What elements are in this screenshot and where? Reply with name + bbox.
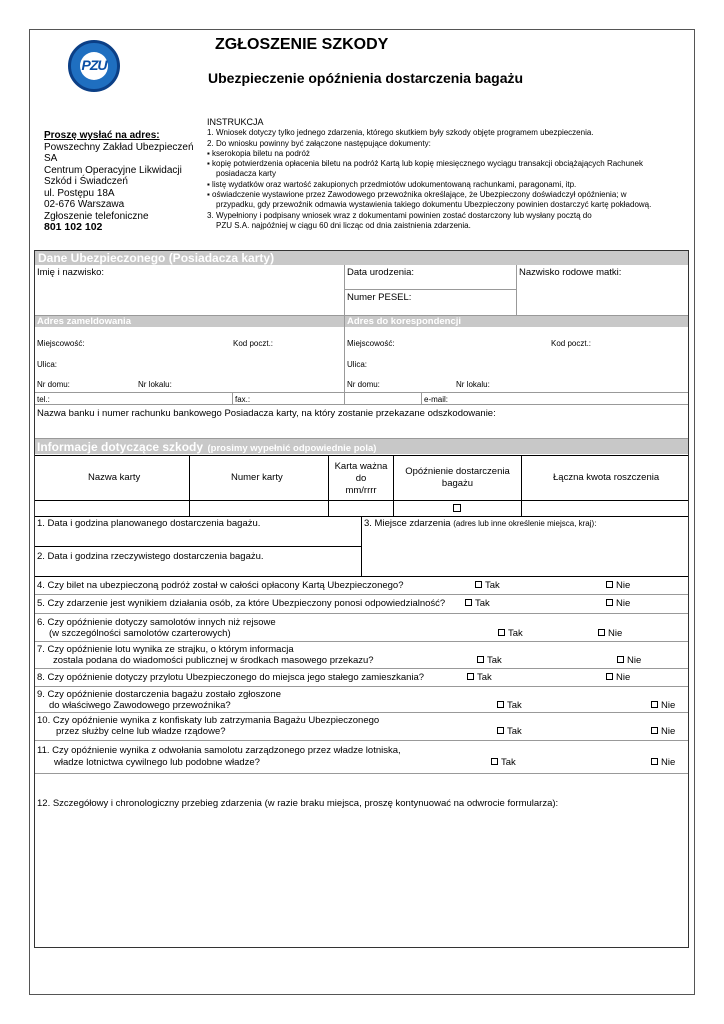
form-subtitle: Ubezpieczenie opóźnienia dostarczenia bagażu xyxy=(208,70,524,86)
q11-no[interactable]: Nie xyxy=(651,757,675,768)
reg-house-label: Nr domu: xyxy=(37,380,70,389)
mailing-address: Proszę wysłać na adres: Powszechny Zakład Ubezpieczeń SA Centrum Operacyjne Likwidacji Szkód i Świadczeń ul. Postępu 18A 02-676 Warszawa Zgłoszenie telefoniczne 801 102 102 xyxy=(44,130,204,234)
q12-description-area[interactable] xyxy=(36,812,687,946)
q10-yes[interactable]: Tak xyxy=(497,726,522,737)
corr-street-label: Ulica: xyxy=(347,360,368,369)
name-label: Imię i nazwisko: xyxy=(37,267,105,278)
reg-postal-label: Kod poczt.: xyxy=(233,339,274,348)
q7-label-cont: zostala podana do wiadomości publicznej w środkach masowego przekazu? xyxy=(53,655,374,666)
corr-flat-label: Nr lokalu: xyxy=(456,380,490,389)
email-label: e-mail: xyxy=(424,395,449,404)
q10-no[interactable]: Nie xyxy=(651,726,675,737)
delay-checkbox[interactable] xyxy=(453,504,461,512)
q9-yes[interactable]: Tak xyxy=(497,700,522,711)
q8-label: 8. Czy opóźnienie dotyczy przylotu Ubezpieczonego do miejsca jego stałego zamieszkania? xyxy=(37,672,425,683)
q1-label: 1. Data i godzina planowanego dostarczenia bagażu. xyxy=(37,518,261,529)
reg-city-label: Miejscowość: xyxy=(37,339,85,348)
birth-date-label: Data urodzenia: xyxy=(347,267,415,278)
correspondence-address-bar: Adres do korespondencji xyxy=(345,316,688,327)
bank-account-label: Nazwa banku i numer rachunku bankowego Posiadacza karty, na który zostanie przekazane odszkodowanie: xyxy=(37,408,496,419)
q6-label-cont: (w szczególności samolotów czarterowych) xyxy=(49,628,231,639)
maiden-name-label: Nazwisko rodowe matki: xyxy=(519,267,622,278)
reg-flat-label: Nr lokalu: xyxy=(138,380,172,389)
q8-yes[interactable]: Tak xyxy=(467,672,492,683)
q11-yes[interactable]: Tak xyxy=(491,757,516,768)
col-baggage-delay: Opóźnienie dostarczenia bagażu xyxy=(405,466,510,489)
q6-no[interactable]: Nie xyxy=(598,628,622,639)
q8-no[interactable]: Nie xyxy=(606,672,630,683)
q5-no[interactable]: Nie xyxy=(606,598,630,609)
q12-label: 12. Szczegółowy i chronologiczny przebieg zdarzenia (w razie braku miejsca, proszę kontynuować na odwrocie formularza): xyxy=(37,798,559,809)
q6-yes[interactable]: Tak xyxy=(498,628,523,639)
q10-label-cont: przez służby celne lub władze rządowe? xyxy=(56,726,226,737)
col-card-name: Nazwa karty xyxy=(88,472,141,483)
q5-label: 5. Czy zdarzenie jest wynikiem działania osób, za które Ubezpieczony ponosi odpowiedzialność? xyxy=(37,598,446,609)
address-heading: Proszę wysłać na adres: xyxy=(44,130,160,141)
q4-label: 4. Czy bilet na ubezpieczoną podróż został w całości opłacony Kartą Ubezpieczonego? xyxy=(37,580,404,591)
q4-yes[interactable]: Tak xyxy=(475,580,500,591)
tel-label: tel.: xyxy=(37,395,50,404)
q7-yes[interactable]: Tak xyxy=(477,655,502,666)
q10-label: 10. Czy opóźnienie wynika z konfiskaty lub zatrzymania Bagażu Ubezpieczonego xyxy=(37,715,380,726)
corr-house-label: Nr domu: xyxy=(347,380,380,389)
q2-label: 2. Data i godzina rzeczywistego dostarczenia bagażu. xyxy=(37,551,264,562)
claim-section-bar: Informacje dotyczące szkody (prosimy wypełnić odpowiednie pola) xyxy=(35,439,688,454)
pesel-label: Numer PESEL: xyxy=(347,292,412,303)
col-card-number: Numer karty xyxy=(231,472,283,483)
form-title: ZGŁOSZENIE SZKODY xyxy=(215,36,389,53)
corr-postal-label: Kod poczt.: xyxy=(551,339,592,348)
q3-label: 3. Miejsce zdarzenia (adres lub inne określenie miejsca, kraj): xyxy=(364,518,597,529)
col-card-validity: Karta ważna do mm/rrrr xyxy=(334,461,388,496)
q6-label: 6. Czy opóźnienie dotyczy samolotów innych niż rejsowe xyxy=(37,617,276,628)
q11-label: 11. Czy opóźnienie wynika z odwołania samolotu zarządzonego przez władze lotniska, xyxy=(37,745,401,756)
instructions: INSTRUKCJA 1. Wniosek dotyczy tylko jednego zdarzenia, którego skutkiem były szkody objęte programem ubezpieczenia. 2. Do wniosku powinny być załączone następujące dokumenty: ▪ kserokopia biletu na podróż ▪ kopię potwierdzenia opłacenia biletu na podróż Kartą lub kopię miesięcznego wyciągu transakcji obciążających Rachunek posiadacza karty ▪ listę wydatków oraz wartość zakupionych przedmiotów udokumentowaną rachunkami, paragonami, itp. ▪ oświadczenie wystawione przez Zawodowego przewoźnika określające, że Ubezpieczony doświadczył opóźnienia; w przypadku, gdy przewoźnik odmawia wystawienia takiego dokumentu Ubezpieczony powinien dostarczyć kartę pokładową. 3. Wypełniony i podpisany wniosek wraz z dokumentami powinien zostać dostarczony lub wysłany pocztą do PZU S.A. najpóźniej w ciągu 60 dni licząc od dnia zaistnienia zdarzenia. xyxy=(207,117,652,230)
col-total-amount: Łączna kwota roszczenia xyxy=(553,472,660,483)
corr-city-label: Miejscowość: xyxy=(347,339,395,348)
q9-no[interactable]: Nie xyxy=(651,700,675,711)
fax-label: fax.: xyxy=(235,395,251,404)
q9-label-cont: do właściwego Zawodowego przewoźnika? xyxy=(49,700,231,711)
q7-label: 7. Czy opóźnienie lotu wynika ze strajku, o którym informacja xyxy=(37,644,294,655)
registered-address-bar: Adres zameldowania xyxy=(35,316,344,327)
q11-label-cont: władze lotnictwa cywilnego lub podobne władze? xyxy=(54,757,260,768)
q5-yes[interactable]: Tak xyxy=(465,598,490,609)
q7-no[interactable]: Nie xyxy=(617,655,641,666)
insured-section-bar: Dane Ubezpieczonego (Posiadacza karty) xyxy=(35,251,688,265)
phone-number: 801 102 102 xyxy=(44,221,103,233)
q4-no[interactable]: Nie xyxy=(606,580,630,591)
reg-street-label: Ulica: xyxy=(37,360,58,369)
q9-label: 9. Czy opóźnienie dostarczenia bagażu zostało zgłoszone xyxy=(37,689,281,700)
pzu-logo: PZU xyxy=(68,40,120,92)
